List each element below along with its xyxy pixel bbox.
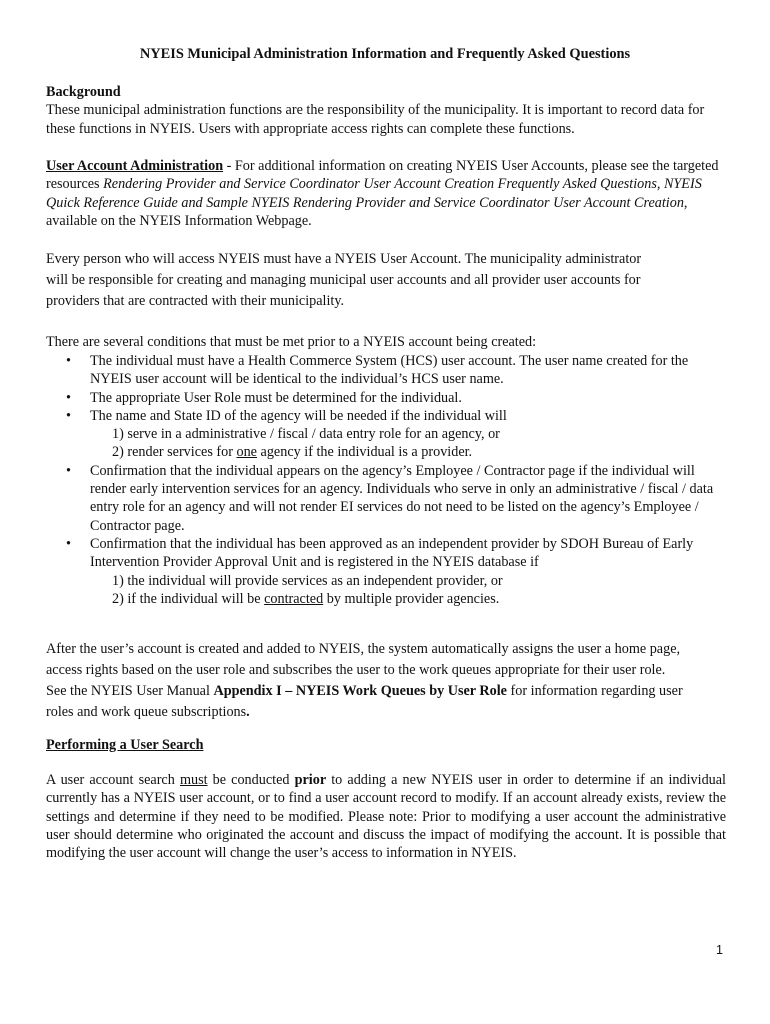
user-search-heading: Performing a User Search [46, 737, 204, 753]
after-account-line: roles and work queue subscriptions. [46, 704, 250, 720]
bullet-icon: • [66, 535, 71, 552]
user-search-paragraph: A user account search must be conducted prior to adding a new NYEIS user in order to determine if an individual currently has a NYEIS user account, or to find a user account record to modify. If an account already exists, review the settings and determine if they need to be modified. Please note: Prior to modifying a user account the administrative user should determine who originated the account and discuss the impact of modifying the account. It is possible that modifying the user account will change the user’s access to information in NYEIS. [46, 772, 726, 862]
sub-item: 1) the individual will provide services as an independent provider, or [112, 572, 503, 589]
bullet-icon: • [66, 353, 71, 369]
after-account-line: access rights based on the user role and subscribes the user to the work queues appropriate for their user role. [46, 662, 666, 678]
list-item-text: The name and State ID of the agency will be needed if the individual will [90, 407, 507, 424]
bullet-icon: • [66, 407, 71, 424]
conditions-intro: There are several conditions that must be met prior to a NYEIS account being created: [46, 334, 537, 350]
list-item-text: The appropriate User Role must be determined for the individual. [90, 389, 462, 406]
list-item [46, 462, 726, 535]
sub-item: 2) render services for one agency if the individual is a provider. [112, 444, 473, 461]
page-number: 1 [716, 943, 723, 957]
after-account-paragraph [46, 639, 726, 723]
background-section [46, 83, 726, 138]
every-person-line: Every person who will access NYEIS must have a NYEIS User Account. The municipality administrator [46, 251, 642, 267]
list-item [46, 389, 726, 407]
sub-item: 1) serve in a administrative / fiscal / data entry role for an agency, or [112, 426, 500, 443]
bullet-icon: • [66, 462, 71, 479]
list-item [46, 407, 726, 462]
user-account-admin-outro: , available on the NYEIS Information Webpage. [46, 194, 688, 229]
sub-item: 2) if the individual will be contracted by multiple provider agencies. [112, 590, 500, 607]
appendix-reference: Appendix I – NYEIS Work Queues by User Role [213, 683, 507, 699]
user-account-admin-resources: Rendering Provider and Service Coordinator User Account Creation Frequently Asked Questions, NYEIS Quick Reference Guide and Sample NYEIS Rendering Provider and Service Coordinator User Account Creation [46, 176, 702, 211]
user-account-admin-heading: User Account Administration [46, 158, 224, 174]
underlined-word: contracted [264, 590, 324, 607]
conditions-list [46, 352, 726, 608]
background-heading: Background [46, 84, 121, 100]
emphasis-must: must [179, 772, 208, 788]
list-item [46, 352, 726, 389]
underlined-word: one [236, 444, 257, 461]
user-account-admin-intro: - For additional information on creating NYEIS User Accounts, please see the targeted resources [46, 158, 719, 193]
every-person-paragraph [46, 249, 726, 312]
user-account-admin-paragraph [46, 157, 726, 230]
bullet-icon: • [66, 389, 71, 406]
after-account-line: See the NYEIS User Manual Appendix I – NYEIS Work Queues by User Role for information regarding user [46, 683, 683, 699]
every-person-line: will be responsible for creating and managing municipal user accounts and all provider user accounts for [46, 272, 641, 288]
every-person-line: providers that are contracted with their municipality. [46, 293, 345, 309]
list-item-text: The individual must have a Health Commerce System (HCS) user account. The user name created for the NYEIS user account will be identical to the individual’s HCS user name. [90, 353, 689, 388]
list-item [46, 535, 726, 608]
background-text: These municipal administration functions are the responsibility of the municipality. It is important to record data for these functions in NYEIS. Users with appropriate access rights can complete these functions. [46, 102, 705, 137]
list-item-text: Confirmation that the individual has been approved as an independent provider by SDOH Bureau of Early Intervention Provider Approval Unit and is registered in the NYEIS database if [90, 535, 694, 571]
document-title: NYEIS Municipal Administration Information and Frequently Asked Questions [139, 46, 631, 62]
emphasis-prior: prior [294, 772, 327, 788]
after-account-line: After the user’s account is created and added to NYEIS, the system automatically assigns the user a home page, [46, 641, 681, 657]
list-item-text: Confirmation that the individual appears on the agency’s Employee / Contractor page if the individual will render early intervention services for an agency. Individuals who serve in only an administrative / fiscal / data entry role for an agency and will not render EI services do not need to be listed on the agency’s Employee / Contractor page. [90, 462, 714, 534]
